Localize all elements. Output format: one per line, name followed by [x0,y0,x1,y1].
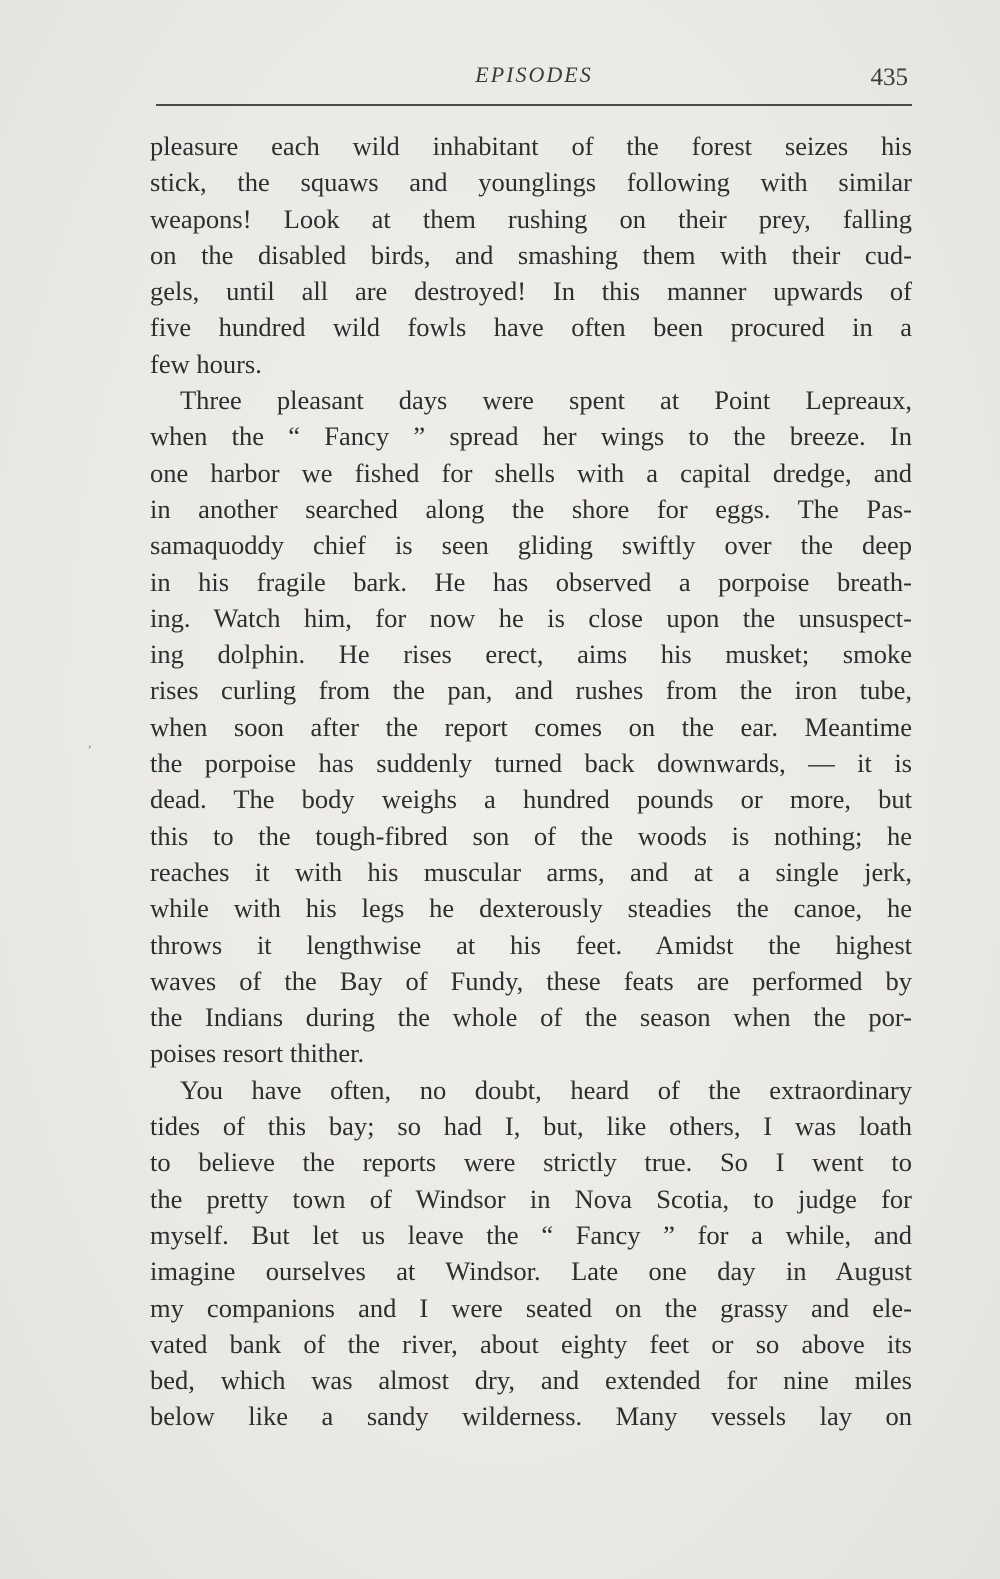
text-line: pleasure each wild inhabitant of the forest seizes his [150,131,912,161]
text-line: the pretty town of Windsor in Nova Scotia, to judge for [150,1183,912,1214]
text-line: dead. The body weighs a hundred pounds or more, but [150,784,912,815]
text-line: while with his legs he dexterously steadies the canoe, he [150,893,912,924]
text-line: few hours. [150,348,262,379]
text-line: when the “ Fancy ” spread her wings to the breeze. In [150,421,912,452]
text-line: one harbor we fished for shells with a capital dredge, and [150,457,912,488]
body-text [150,128,912,1435]
text-line: waves of the Bay of Fundy, these feats are performed by [150,965,912,996]
text-line: rises curling from the pan, and rushes from the iron tube, [150,675,912,706]
margin-mark: , [88,736,92,751]
text-line: vated bank of the river, about eighty feet or so above its [150,1328,912,1359]
text-line: tides of this bay; so had I, but, like others, I was loath [150,1111,912,1142]
text-line: ing. Watch him, for now he is close upon the unsuspect- [150,602,912,633]
text-line: reaches it with his muscular arms, and at a single jerk, [150,856,912,887]
page-number: 435 [870,64,908,91]
running-head-title: EPISODES [475,62,593,87]
text-line: five hundred wild fowls have often been procured in a [150,312,912,343]
text-line: the Indians during the whole of the season when the por- [150,1002,912,1033]
text-line: weapons! Look at them rushing on their prey, falling [150,203,912,234]
paragraph-first-line: You have often, no doubt, heard of the extraordinary [180,1074,912,1105]
text-line: this to the tough-fibred son of the woods is nothing; he [150,820,912,851]
text-line: on the disabled birds, and smashing them with their cud- [150,239,912,270]
text-line: below like a sandy wilderness. Many vessels lay on [150,1401,912,1432]
text-line: in another searched along the shore for eggs. The Pas- [150,493,912,524]
text-line: in his fragile bark. He has observed a porpoise breath- [150,566,912,597]
text-line: ing dolphin. He rises erect, aims his musket; smoke [150,639,912,670]
text-line: gels, until all are destroyed! In this manner upwards of [150,276,912,307]
text-line: to believe the reports were strictly true. So I went to [150,1147,912,1178]
text-line: myself. But let us leave the “ Fancy ” for a while, and [150,1219,912,1250]
text-line: poises resort thither. [150,1038,365,1069]
header-rule [156,104,912,106]
text-line: my companions and I were seated on the grassy and ele- [150,1292,912,1323]
text-line: bed, which was almost dry, and extended for nine miles [150,1365,912,1396]
text-line: the porpoise has suddenly turned back downwards, — it is [150,748,912,779]
running-head [156,60,912,100]
text-line: stick, the squaws and younglings following with similar [150,167,912,198]
text-line: imagine ourselves at Windsor. Late one day in August [150,1256,912,1287]
text-line: samaquoddy chief is seen gliding swiftly over the deep [150,530,912,561]
paragraph-first-line: Three pleasant days were spent at Point Lepreaux, [180,385,912,416]
text-line: when soon after the report comes on the ear. Meantime [150,711,912,742]
text-line: throws it lengthwise at his feet. Amidst the highest [150,929,912,960]
